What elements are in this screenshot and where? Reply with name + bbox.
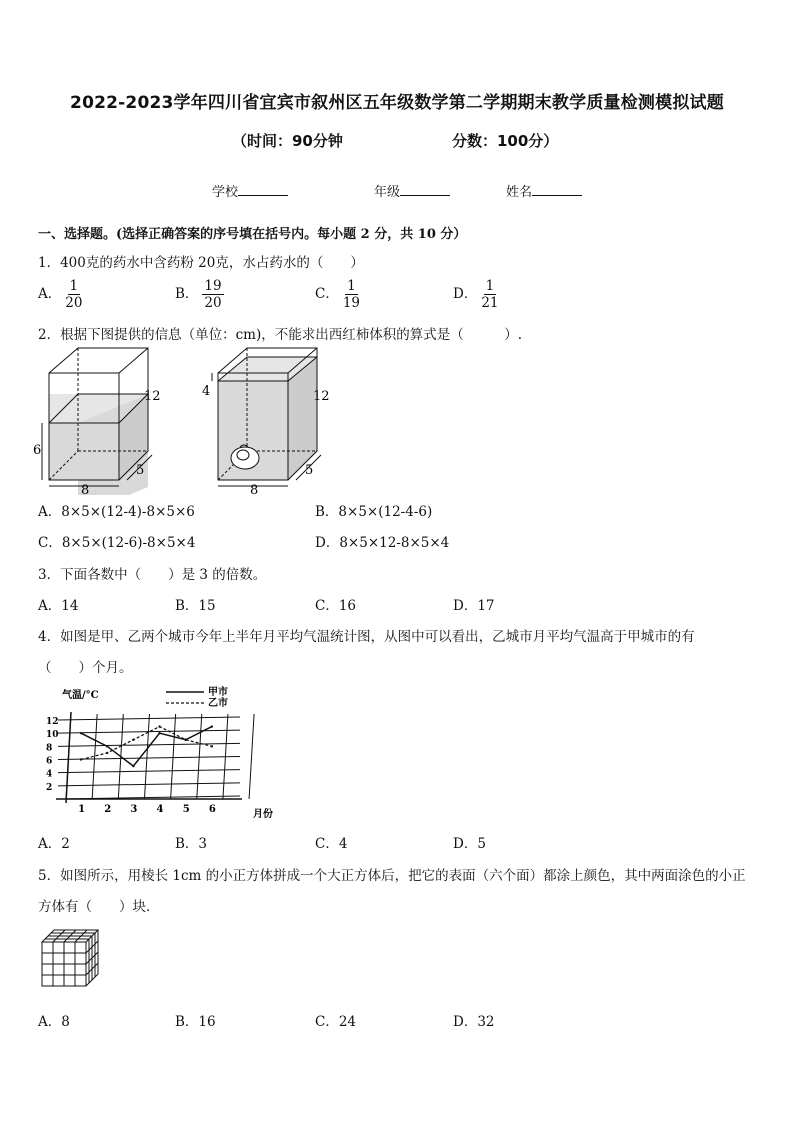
school-field[interactable] bbox=[212, 181, 288, 200]
y-tick-label: 8 bbox=[46, 743, 53, 754]
series-point-b bbox=[80, 758, 82, 760]
q1-option-a[interactable]: A． $\frac{1}{20}$ bbox=[38, 278, 83, 311]
box-right-depth-label: 5 bbox=[305, 463, 314, 478]
school-label: 学校 bbox=[212, 185, 239, 200]
q1-option-c[interactable]: C． $\frac{1}{19}$ bbox=[315, 278, 361, 311]
grid-vertical bbox=[197, 714, 202, 799]
x-tick-label: 6 bbox=[208, 804, 216, 815]
q2-option-c[interactable]: C．8×5×(12-6)-8×5×4 bbox=[38, 535, 196, 551]
q3-option-a[interactable]: A．14 bbox=[38, 598, 79, 614]
question-4-line-1: 4．如图是甲、乙两个城市今年上半年月平均气温统计图，从图中可以看出，乙城市月平均气温高于甲城市的有 bbox=[38, 629, 695, 645]
series-point-a bbox=[158, 732, 160, 734]
box-left-total-height-label: 12 bbox=[144, 389, 161, 404]
y-tick-label: 4 bbox=[46, 769, 53, 780]
q4-option-a[interactable]: A．2 bbox=[38, 836, 70, 852]
q1-option-d[interactable]: D． $\frac{1}{21}$ bbox=[453, 278, 499, 311]
y-tick-label: 2 bbox=[46, 782, 53, 793]
grid-horizontal bbox=[58, 783, 240, 786]
grid-horizontal bbox=[58, 730, 240, 733]
q5-option-a[interactable]: A．8 bbox=[38, 1014, 70, 1030]
q5-option-d[interactable]: D．32 bbox=[453, 1014, 495, 1030]
question-3: 3．下面各数中（ ）是 3 的倍数。 bbox=[38, 567, 267, 583]
box-left-height-label: 6 bbox=[33, 443, 42, 458]
x-tick-label: 4 bbox=[156, 804, 164, 815]
series-point-a bbox=[106, 745, 108, 747]
question-5-line-2: 方体有（ ）块． bbox=[38, 899, 160, 915]
series-point-a bbox=[80, 732, 82, 734]
x-tick-label: 2 bbox=[104, 804, 112, 815]
y-axis bbox=[66, 712, 71, 803]
q5-option-b[interactable]: B．16 bbox=[175, 1014, 216, 1030]
y-tick-label: 12 bbox=[46, 717, 59, 727]
series-point-b bbox=[184, 739, 186, 741]
q4-option-b[interactable]: B．3 bbox=[175, 836, 208, 852]
series-point-b bbox=[106, 752, 108, 754]
name-label: 姓名 bbox=[506, 185, 533, 200]
chart-xlabel: 月份 bbox=[253, 809, 273, 820]
grid-horizontal bbox=[58, 757, 240, 760]
box-left-depth-label: 5 bbox=[136, 463, 145, 478]
grade-field[interactable] bbox=[374, 181, 450, 200]
q4-option-d[interactable]: D．5 bbox=[453, 836, 486, 852]
q3-option-c[interactable]: C．16 bbox=[315, 598, 357, 614]
q5-option-c[interactable]: C．24 bbox=[315, 1014, 357, 1030]
q3-option-b[interactable]: B．15 bbox=[175, 598, 216, 614]
grid-horizontal bbox=[58, 770, 240, 773]
legend-label-a: 甲市 bbox=[208, 687, 228, 698]
page-title: 2022-2023学年四川省宜宾市叙州区五年级数学第二学期期末教学质量检测模拟试题 bbox=[70, 93, 724, 113]
series-point-a bbox=[211, 725, 213, 727]
box-right-width-label: 8 bbox=[250, 483, 259, 495]
exam-time: （时间：90分钟 bbox=[232, 132, 343, 150]
box-right-total-height-label: 12 bbox=[313, 389, 330, 404]
q2-option-a[interactable]: A．8×5×(12-4)-8×5×6 bbox=[38, 504, 195, 520]
question-4-line-2: （ ）个月。 bbox=[38, 660, 133, 676]
chart-ylabel: 气温/°C bbox=[62, 690, 99, 701]
question-2: 2．根据下图提供的信息（单位：cm)，不能求出西红柿体积的算式是（ ）. bbox=[38, 327, 523, 343]
cube-figure bbox=[38, 928, 104, 990]
y-tick-label: 6 bbox=[46, 756, 53, 767]
box-left-width-label: 8 bbox=[81, 483, 90, 495]
q4-option-c[interactable]: C．4 bbox=[315, 836, 348, 852]
q2-option-d[interactable]: D．8×5×12-8×5×4 bbox=[315, 535, 450, 551]
grid-vertical bbox=[171, 714, 176, 799]
x-tick-label: 5 bbox=[182, 804, 190, 815]
x-tick-label: 3 bbox=[130, 804, 138, 815]
section-heading: 一、选择题。(选择正确答案的序号填在括号内。每小题 2 分，共 10 分） bbox=[38, 227, 467, 242]
question-1: 1．400克的药水中含药粉 20克，水占药水的（ ） bbox=[38, 255, 364, 271]
y-tick-label: 10 bbox=[46, 730, 59, 741]
q1-option-b[interactable]: B． $\frac{19}{20}$ bbox=[175, 278, 222, 311]
legend-label-b: 乙市 bbox=[208, 698, 228, 709]
series-point-b bbox=[132, 739, 134, 741]
q3-option-d[interactable]: D．17 bbox=[453, 598, 495, 614]
q2-figures bbox=[30, 343, 370, 495]
question-5-line-1: 5．如图所示，用棱长 1cm 的小正方体拼成一个大正方体后，把它的表面（六个面）都涂上颜色，其中两面涂色的小正 bbox=[38, 868, 746, 884]
x-tick-label: 1 bbox=[78, 804, 86, 815]
grade-label: 年级 bbox=[374, 185, 401, 200]
exam-score: 分数：100分） bbox=[452, 132, 559, 150]
series-point-b bbox=[158, 725, 160, 727]
q2-option-b[interactable]: B．8×5×(12-4-6) bbox=[315, 504, 433, 520]
name-field[interactable] bbox=[506, 181, 582, 200]
grid-vertical bbox=[249, 714, 254, 799]
grid-vertical bbox=[144, 714, 149, 799]
series-point-a bbox=[132, 765, 134, 767]
box-right-top-label: 4 bbox=[202, 384, 211, 399]
temperature-line-chart bbox=[36, 684, 286, 822]
series-point-b bbox=[211, 745, 213, 747]
